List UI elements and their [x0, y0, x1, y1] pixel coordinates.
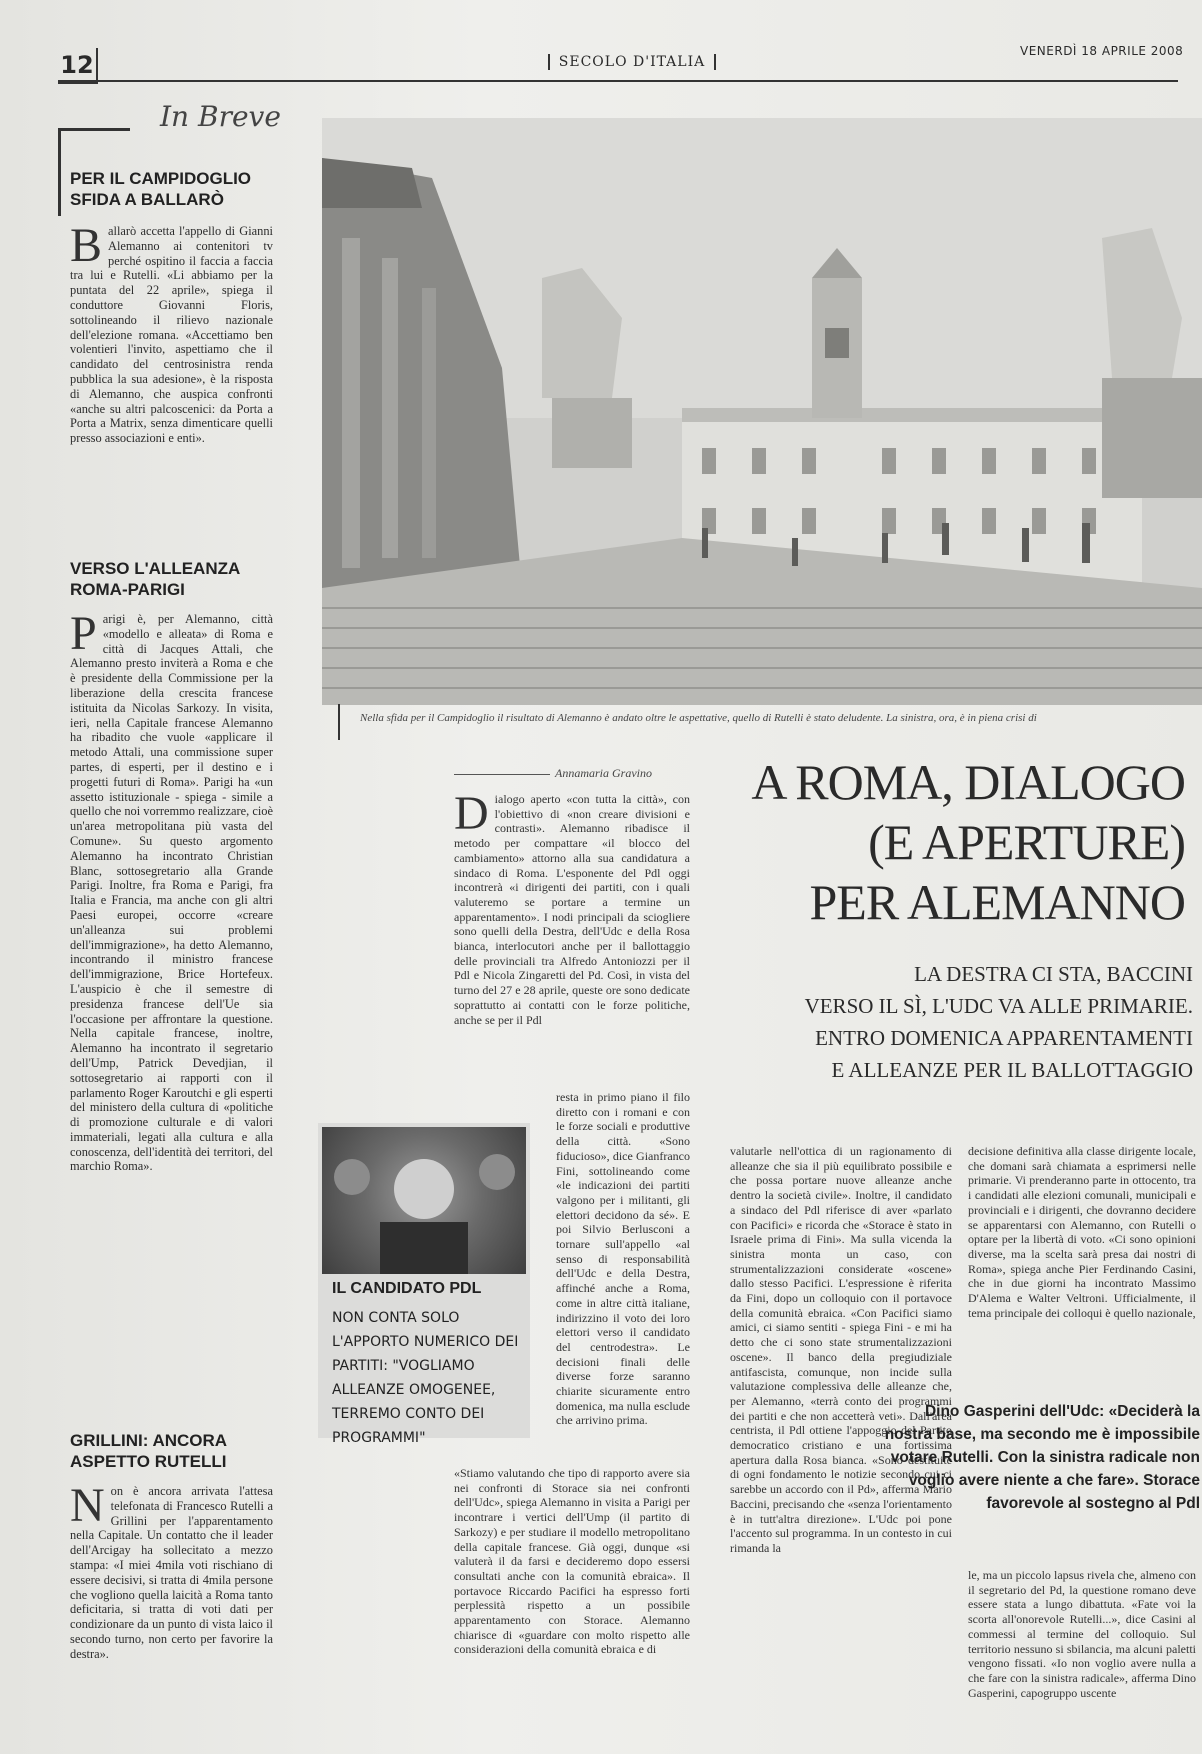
- brief-bar: [58, 128, 130, 131]
- header-rule: [58, 80, 1178, 82]
- campidoglio-photo: [322, 118, 1202, 705]
- headline: [715, 752, 1185, 932]
- dateline: VENERDÌ 18 APRILE 2008: [1020, 44, 1184, 58]
- subhead-line: ENTRO DOMENICA APPARENTAMENTI: [815, 1026, 1193, 1050]
- brief-text-1: [70, 224, 273, 544]
- byline: Annamaria Gravino: [555, 766, 652, 780]
- brief-body: arigi è, per Alemanno, città «modello e alleata» di Roma e città di Jacques Attali, che Alemanno presto inviterà a Roma e che è presidente della Commissione per la liberazione della crescita francese istituita da Nicolas Sarkozy. In visita, ieri, nella Capitale francese Alemanno ha ribadito che vuole «applicare il metodo Attali, una commissione super partes, di esperti, per il destino e i progetti futuri di Roma». Parigi ha «un assetto istituzionale - spiega - simile a quello che noi vorremmo realizzare, cioè un'area metropolitana più vasta del Comune». Su questo argomento Alemanno ha incontrato Christian Blanc, sottosegretario alla Grande Parigi. Inoltre, fra Roma e Parigi, fra Italia e Francia, ma anche con gli altri Paesi europei, occorre «creare un'alleanza sui problemi dell'immigrazione», ha detto Alemanno, incontrando il ministro francese dell'immigrazione, Brice Hortefeux. L'auspicio è che il semestre di presidenza francese dell'Ue sia l'occasione per affrontare la questione. Nella capitale francese, inoltre, Alemanno ha incontrato il segretario dell'Ump, Patrick Devedjian, il sottosegretario ai rapporti con il parlamento Roger Karoutchi e gli esperti del ministero della cultura di «politiche di promozione culturale e di valori immateriali, legati alla cultura e alla conoscenza, dell'identità dei territori, del marchio Roma».: [70, 612, 273, 1174]
- masthead: SECOLO D'ITALIA: [548, 54, 716, 70]
- brief-title: GRILLINI: ANCORA ASPETTO RUTELLI: [70, 1431, 227, 1471]
- drop-cap: P: [70, 612, 97, 660]
- candidate-title: IL CANDIDATO PDL: [332, 1280, 482, 1297]
- drop-cap: N: [70, 1484, 105, 1532]
- candidate-text: NON CONTA SOLO L'APPORTO NUMERICO DEI PARTITI: "VOGLIAMO ALLEANZE OMOGENEE, TERREMO CONTO DEI PROGRAMMI": [332, 1310, 519, 1446]
- headline-line: (E APERTURE): [868, 814, 1185, 870]
- drop-cap: B: [70, 224, 103, 272]
- brief-text-2: [70, 612, 273, 1410]
- page-number: 12: [58, 48, 98, 84]
- brief-body: on è ancora arrivata l'attesa telefonata di Francesco Rutelli a Grillini per l'apparentamento nella Capitale. Un contatto che il leader dell'Arcigay ha sollecitato a mezzo stampa: «I miei 4mila voti rischiano di essere decisivi, si tratta di 4mila persone che vogliono quella laicità a Roma tanto deficitaria, si tratta di voti dati per condizionare da un punto di vista laico il secondo turno, non certo per favorire la destra».: [70, 1484, 273, 1661]
- subhead-line: VERSO IL SÌ, L'UDC VA ALLE PRIMARIE.: [804, 994, 1193, 1018]
- subhead-line: LA DESTRA CI STA, BACCINI: [914, 962, 1193, 986]
- brief-text-3: [70, 1484, 273, 1746]
- brief-body: allarò accetta l'appello di Gianni Alemanno ai contenitori tv perché ospitino il faccia a faccia tra lui e Rutelli. «Li abbiamo per la puntata del 22 aprile», spiega il conduttore Giovanni Floris, sottolineando il rilievo nazionale dell'elezione romana. «Accettiamo ben volentieri l'invito, aspettiamo che il candidato del centrosinistra renda pubblica la sua adesione», è la risposta di Alemanno, che auspica confronti «anche su altri palcoscenici: da Porta a Porta a Matrix, senza dimenticare quelli presso associazioni e enti».: [70, 224, 273, 446]
- caption-bar: [338, 704, 340, 740]
- pull-quote: Dino Gasperini dell'Udc: «Deciderà la nostra base, ma secondo me è impossibile votare Rutelli. Con la sinistra radicale non voglio avere niente a che fare». Storace favorevole al sostegno al Pdl: [884, 1403, 1200, 1512]
- brief-title: PER IL CAMPIDOGLIO SFIDA A BALLARÒ: [70, 169, 252, 209]
- subheadline: [708, 958, 1193, 1086]
- subhead-line: E ALLEANZE PER IL BALLOTTAGGIO: [831, 1058, 1193, 1082]
- section-label: In Breve: [160, 100, 281, 133]
- article-col3-bottom: le, ma un piccolo lapsus rivela che, almeno con il segretario del Pd, la questione romano deve essere stata a lungo dibattuta. «Fate voi la scorta all'onorevole Rutelli...», dice Casini al commessi al termine del colloquio. Sul territorio nessuno si sbilancia, ma alcuni paletti vengono fissati. «Io non voglio avere nulla a che fare con la sinistra radicale», afferma Dino Gasperini, capogruppo uscente: [968, 1568, 1196, 1700]
- article-col1-top: [454, 792, 690, 1088]
- photo-illustration: [322, 118, 1202, 705]
- candidate-illustration: [322, 1127, 526, 1274]
- brief-bar: [58, 128, 61, 216]
- brief-title: VERSO L'ALLEANZA ROMA-PARIGI: [70, 559, 240, 599]
- drop-cap: D: [454, 792, 489, 840]
- article-col1-bottom: «Stiamo valutando che tipo di rapporto avere sia nei confronti di Storace sia nei confronti dell'Udc», spiega Alemanno in visita a Parigi per incontrare i vertici dell'Ump (il partito di Sarkozy) e per studiare il modello metropolitano della capitale francese. Già oggi, dunque «si valuterà il da farsi e decideremo dopo essersi consultati anche con la comunità ebraica». Il portavoce Riccardo Pacifici ha espresso forti perplessità rispetto a un possibile apparentamento con Storace. Alemanno chiarisce di «guardare con molto rispetto alle considerazioni della comunità ebraica e di: [454, 1466, 690, 1657]
- byline-rule: [454, 774, 550, 775]
- candidate-photo: [322, 1127, 526, 1274]
- headline-line: A ROMA, DIALOGO: [751, 754, 1185, 810]
- article-col1-mid: resta in primo piano il filo diretto con i romani e con le forze sociali e produttive della città. «Sono fiducioso», dice Gianfranco Fini, sottolineando come «le indicazioni dei partiti valgono per i militanti, gli elettori decidono da sé». E poi Silvio Berlusconi a tornare sull'appello «al senso di responsabilità dell'Udc e della Destra, affinché anche a Roma, come in altre città italiane, indirizzino il voto dei loro elettori verso il candidato del centrodestra». Le decisioni finali delle diverse forze saranno chiarite sicuramente entro domenica, ma nulla esclude che arrivino prima.: [556, 1090, 690, 1428]
- headline-line: PER ALEMANNO: [809, 874, 1185, 930]
- article-col3-top: decisione definitiva alla classe dirigente locale, che domani sarà chiamata a esprimersi nelle primarie. Vi prenderanno parte in ottocento, tra i candidati alle elezioni comunali, municipali e provinciali e i dirigenti, che dovranno decidere se apparentarsi con Alemanno, con Rutelli o optare per la libertà di voto. «Ci sono opinioni diverse, ma la scelta sarà presa dai nostri di Roma», spiega anche Pier Ferdinando Casini, che in due giorni ha incontrato Massimo D'Alema e Walter Veltroni. Ufficialmente, il tema principale dei colloqui è quello nazionale,: [968, 1144, 1196, 1320]
- article-col2: valutarle nell'ottica di un ragionamento di alleanze che sia il più equilibrato possibile e che possa portare nuove alleanze anche dentro la società civile». Inoltre, il candidato a sindaco del Pdl riferisce di aver «parlato con Pacifici» e ricorda che «Storace è stato in Israele prima di Fini». Ma sulla vicenda la sinistra monta un caso, con strumentalizzazioni considerate «oscene» dallo stesso Pacifici. L'espressione è riferita da Fini, dopo un colloquio con il portavoce della comunità ebraica. «Con Pacifici siamo amici, ci siamo sentiti - spiega Fini - e mi ha detto che ci sono state strumentalizzazioni oscene». Il banco della pregiudiziale antifascista, comunque, non incide sulla valutazione complessiva delle alleanze che, per Alemanno, «terrà conto dei programmi dei partiti e che non accetterà veti». Dall'area centrista, il Pdl ottiene l'appoggio del Partito democratico cristiano e una fortissima apertura dalla Rosa bianca. «Sono destituite di ogni fondamento le notizie secondo cui ci sarebbe un accordo con il Pd», afferma Mario Baccini, precisando che «senza l'orientamento è in tutt'altra direzione». L'Udc poi pone l'accento sul programma. In un contesto in cui rimanda la: [730, 1144, 952, 1555]
- photo-caption: Nella sfida per il Campidoglio il risultato di Alemanno è andato oltre le aspettative, quello di Rutelli è stato deludente. La sinistra, ora, è in piena crisi di: [360, 712, 1037, 724]
- article-text: ialogo aperto «con tutta la città», con l'obiettivo di «non creare divisioni e contrasti». Alemanno ribadisce il metodo per compattare «il blocco del cambiamento» attorno alla sua candidatura a sindaco di Roma. L'esponente del Pdl oggi incontrerà «i dirigenti dei partiti, con i quali valuteremo se portare a termine un apparentamento». I nodi principali da sciogliere sono quelli della Destra, dell'Udc e della Rosa bianca, interlocutori anche per il ballottaggio delle provinciali tra Alfredo Antoniozzi per il Pdl e Nicola Zingaretti del Pd. Così, in vista del turno del 27 e 28 aprile, queste ore sono dedicate soprattutto ai contatti con le forze politiche, anche se per il Pdl: [454, 792, 690, 1027]
